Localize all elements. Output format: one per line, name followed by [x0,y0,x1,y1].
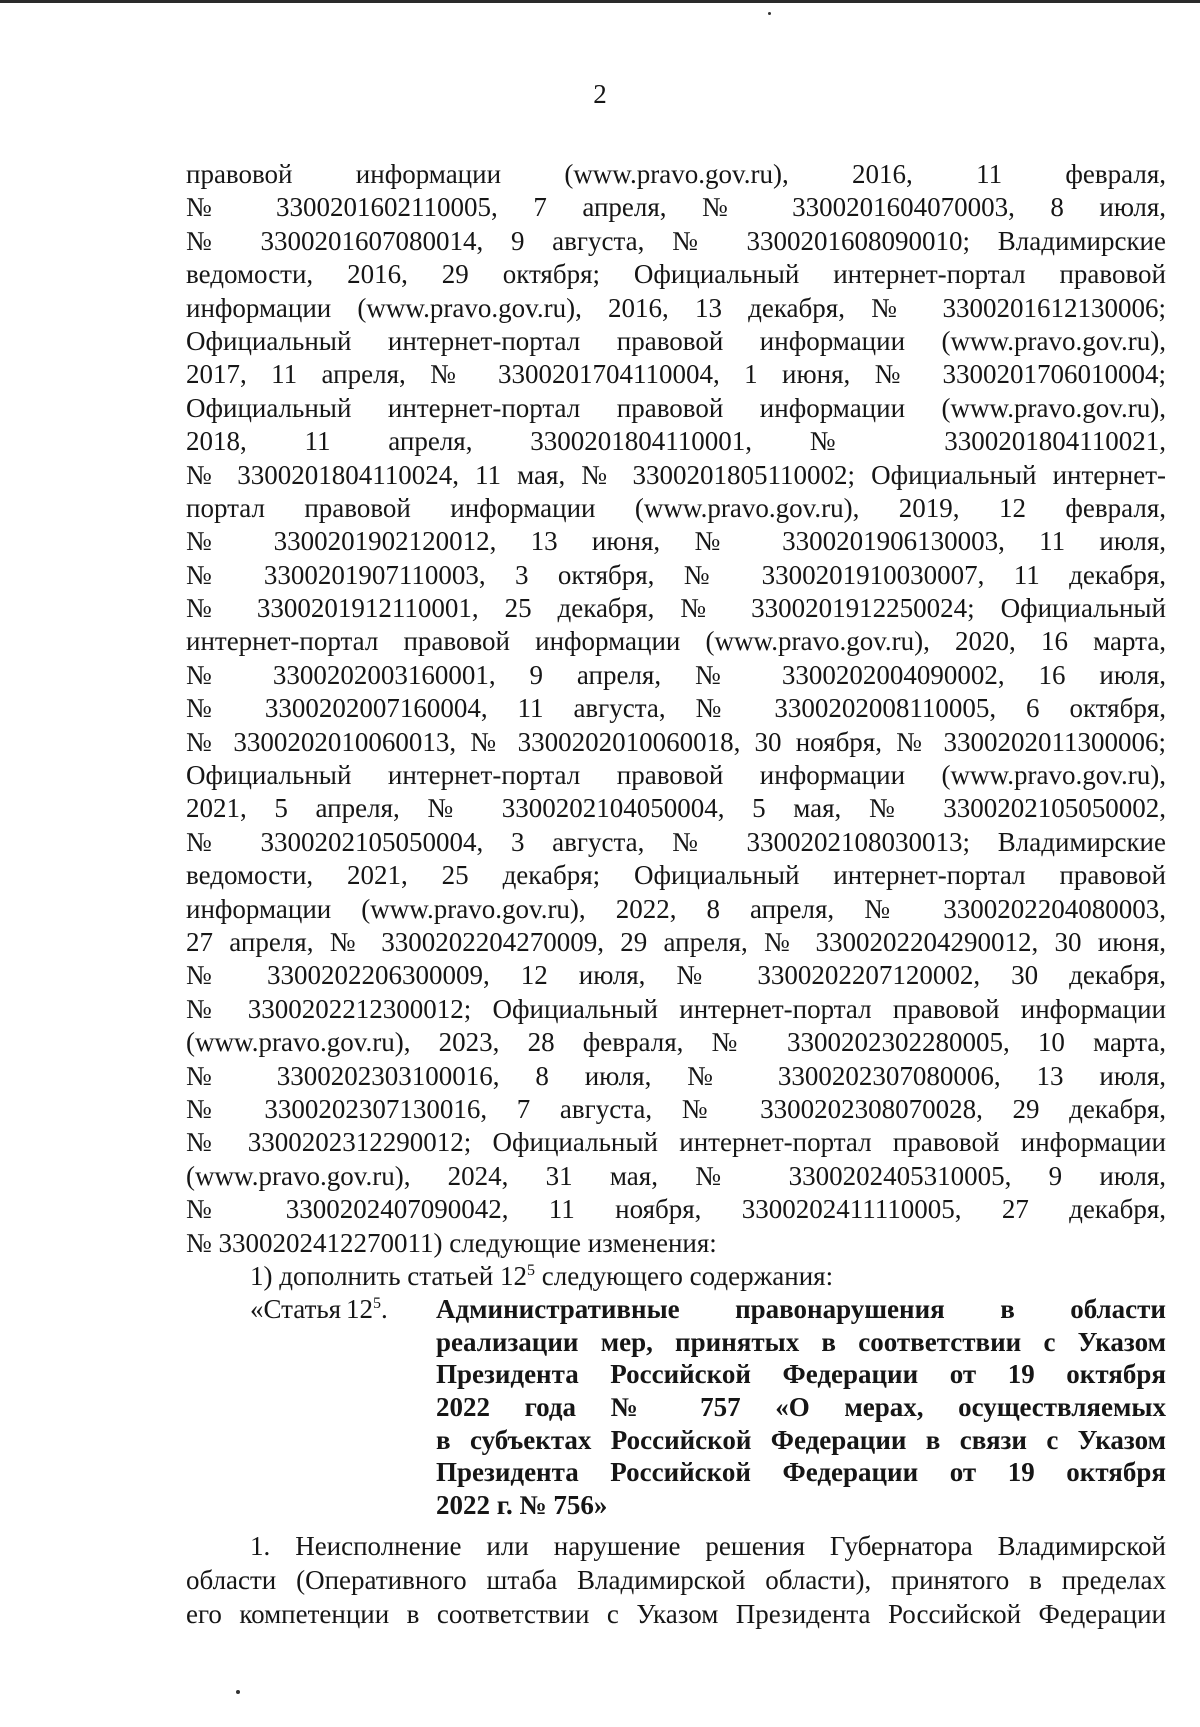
text-line: 27 апреля, № 3300202204270009, 29 апреля, № 3300202204290012, 30 июня, [186,926,1166,957]
text-line: 2017, 11 апреля, № 3300201704110004, 1 июня, № 3300201706010004; [186,359,1166,390]
text-line: (www.pravo.gov.ru), 2023, 28 февраля, № 3300202302280005, 10 марта, [186,1027,1166,1058]
article-label [186,1293,436,1326]
closing-line: № 3300202412270011) следующие изменения: [186,1227,717,1258]
document-body [186,158,1166,1631]
text-line: № 3300202312290012; Официальный интернет-портал правовой информации [186,1127,1166,1158]
article-label-word: «Статья [250,1294,342,1325]
article-label-number: 12 [346,1294,373,1325]
text-line: ведомости, 2016, 29 октября; Официальный интернет-портал правовой [186,259,1166,290]
amendment-text-after: следующего содержания: [535,1260,834,1291]
amendment-superscript: 5 [527,1261,536,1279]
article-label-dot: . [381,1294,388,1325]
text-line: № 3300201804110024, 11 мая, № 3300201805110002; Официальный интернет- [186,459,1166,490]
article-heading [186,1293,1166,1521]
text-line: № 3300202407090042, 11 ноября, 3300202411110005, 27 декабря, [186,1194,1166,1225]
article-title-line: реализации мер, принятых в соответствии с Указом [436,1326,1166,1357]
continuation-text [186,158,1166,1227]
text-line: информации (www.pravo.gov.ru), 2022, 8 апреля, № 3300202204080003, [186,893,1166,924]
article-title-line: 2022 года № 757 «О мерах, осуществляемых [436,1392,1166,1423]
text-line: № 3300202206300009, 12 июля, № 3300202207120002, 30 декабря, [186,960,1166,991]
text-line: Официальный интернет-портал правовой информации (www.pravo.gov.ru), [186,392,1166,423]
text-line: ведомости, 2021, 25 декабря; Официальный интернет-портал правовой [186,860,1166,891]
text-line: № 3300202303100016, 8 июля, № 3300202307080006, 13 июля, [186,1060,1166,1091]
text-line: № 3300201907110003, 3 октября, № 3300201910030007, 11 декабря, [186,559,1166,590]
text-line: № 3300202212300012; Официальный интернет-портал правовой информации [186,993,1166,1024]
text-line: № 3300201602110005, 7 апреля, № 3300201604070003, 8 июля, [186,192,1166,223]
amendment-item [186,1260,1166,1293]
page-number: 2 [593,79,607,109]
text-line: № 3300202007160004, 11 августа, № 3300202008110005, 6 октября, [186,693,1166,724]
paragraph-line: области (Оперативного штаба Владимирской области), принятого в пределах [186,1565,1166,1596]
article-title [436,1293,1166,1521]
text-line: № 3300201607080014, 9 августа, № 3300201608090010; Владимирские [186,225,1166,256]
article-title-line: Административные правонарушения в области [436,1294,1166,1325]
top-border [0,0,1200,3]
text-line: № 3300202010060013, № 3300202010060018, 30 ноября, № 3300202011300006; [186,726,1166,757]
article-label-superscript: 5 [373,1295,381,1313]
text-line: интернет-портал правовой информации (www.pravo.gov.ru), 2020, 16 марта, [186,626,1166,657]
paragraph-line: 1. Неисполнение или нарушение решения Губернатора Владимирской [250,1531,1166,1562]
article-title-line: 2022 г. № 756» [436,1489,608,1520]
text-line: Официальный интернет-портал правовой информации (www.pravo.gov.ru), [186,325,1166,356]
text-line: информации (www.pravo.gov.ru), 2016, 13 декабря, № 3300201612130006; [186,292,1166,323]
article-title-line: в субъектах Российской Федерации в связи с Указом [436,1424,1166,1455]
text-line: № 3300202003160001, 9 апреля, № 3300202004090002, 16 июля, [186,659,1166,690]
amendment-text: 1) дополнить статьей 12 [250,1260,528,1291]
text-line: 2018, 11 апреля, 3300201804110001, № 3300201804110021, [186,426,1166,457]
text-line: № 3300202105050004, 3 августа, № 3300202108030013; Владимирские [186,826,1166,857]
article-title-line: Президента Российской Федерации от 19 октября [436,1457,1166,1488]
text-line: № 3300202307130016, 7 августа, № 3300202308070028, 29 декабря, [186,1093,1166,1124]
scan-speck [236,1690,240,1694]
paragraph-line: его компетенции в соответствии с Указом Президента Российской Федерации [186,1599,1166,1630]
text-line: 2021, 5 апреля, № 3300202104050004, 5 мая, № 3300202105050002, [186,793,1166,824]
text-line: № 3300201912110001, 25 декабря, № 3300201912250024; Официальный [186,593,1166,624]
text-line: (www.pravo.gov.ru), 2024, 31 мая, № 3300202405310005, 9 июля, [186,1160,1166,1191]
article-paragraph [186,1529,1166,1631]
text-line: № 3300201902120012, 13 июня, № 3300201906130003, 11 июля, [186,526,1166,557]
scan-speck [768,12,771,15]
text-line: портал правовой информации (www.pravo.gov.ru), 2019, 12 февраля, [186,492,1166,523]
article-title-line: Президента Российской Федерации от 19 октября [436,1359,1166,1390]
text-line: Официальный интернет-портал правовой информации (www.pravo.gov.ru), [186,760,1166,791]
text-line: правовой информации (www.pravo.gov.ru), 2016, 11 февраля, [186,159,1166,189]
